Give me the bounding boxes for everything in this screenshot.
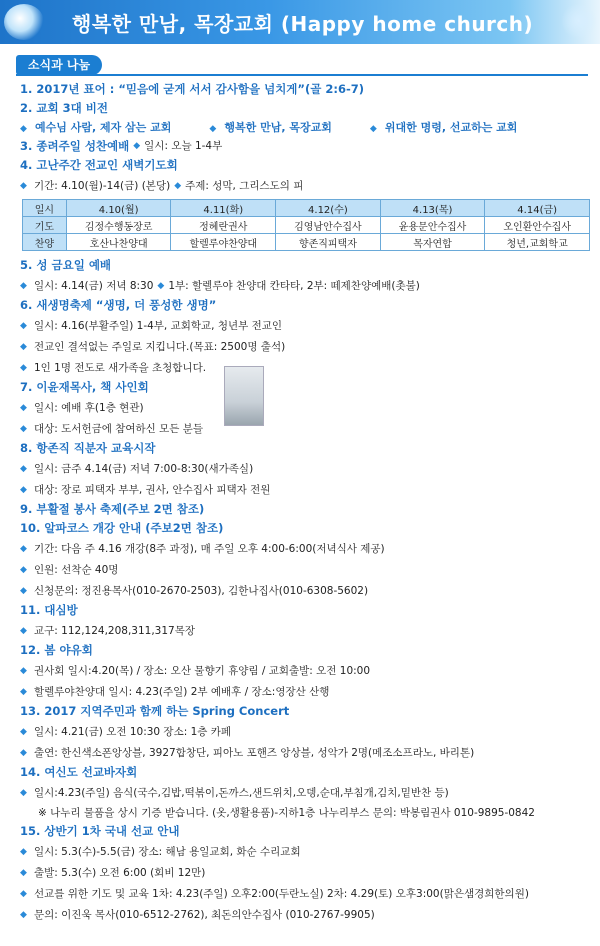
diamond-bullet-icon: ◆ (20, 748, 27, 758)
section-divider (16, 74, 588, 76)
table-cell: 김영남안수집사 (276, 217, 381, 234)
item-11-heading: 11. 대심방 (20, 603, 78, 617)
diamond-bullet-icon: ◆ (20, 281, 27, 291)
table-cell: 청년,교회학교 (485, 234, 590, 251)
decorative-blob-icon (4, 4, 44, 40)
list-item: ◆ 일시:4.23(주일) 음식(국수,김밥,떡볶이,돈까스,샌드위치,오뎅,순대,부침개,김치,밑반찬 등) (20, 787, 449, 799)
table-row (23, 217, 590, 234)
list-item: ◆ 1인 1명 전도로 새가족을 초청합니다. (20, 362, 207, 374)
list-item: ◆ 인원: 선착순 40명 (20, 564, 119, 576)
diamond-bullet-icon: ◆ (209, 124, 217, 134)
list-item: ◆ 대상: 도서헌금에 참여하신 모든 분들 (20, 423, 204, 435)
table-cell: 목자연합 (380, 234, 485, 251)
table-cell: 찬양 (23, 234, 67, 251)
diamond-bullet-icon: ◆ (20, 403, 27, 413)
diamond-bullet-icon: ◆ (20, 666, 27, 676)
diamond-bullet-icon: ◆ (20, 342, 27, 352)
list-item: ◆ 신청문의: 정진용목사(010-2670-2503), 김한나집사(010-6308-5602) (20, 585, 369, 597)
item-14-heading: 14. 여신도 선교바자회 (20, 765, 138, 779)
table-cell: 정혜란권사 (171, 217, 276, 234)
vision-item: ◆ 위대한 명령, 선교하는 교회 (369, 121, 518, 134)
table-header-row (23, 200, 590, 217)
diamond-bullet-icon: ◆ (20, 424, 27, 434)
diamond-bullet-icon: ◆ (133, 141, 141, 151)
table-cell: 윤용문안수집사 (380, 217, 485, 234)
diamond-bullet-icon: ◆ (20, 485, 27, 495)
page-title: 행복한 만남, 목장교회 (Happy home church) (72, 12, 534, 36)
diamond-bullet-icon: ◆ (20, 124, 27, 134)
item-2-heading: 2. 교회 3대 비전 (20, 101, 108, 115)
table-cell: 4.13(목) (380, 200, 485, 217)
diamond-bullet-icon: ◆ (20, 363, 27, 373)
diamond-bullet-icon: ◆ (174, 181, 182, 191)
item-7-heading: 7. 이윤재목사, 책 사인회 (20, 380, 149, 394)
list-item: ◆ 일시: 금주 4.14(금) 저녁 7:00-8:30(새가족실) (20, 463, 254, 475)
diamond-bullet-icon: ◆ (20, 464, 27, 474)
list-item: ◆ 출발: 5.3(수) 오전 6:00 (회비 12만) (20, 867, 206, 879)
table-cell: 김정수행동장로 (66, 217, 171, 234)
table-cell: 호산나찬양대 (66, 234, 171, 251)
list-item: ◆ 할렐루야찬양대 일시: 4.23(주일) 2부 예배후 / 장소:영장산 산행 (20, 686, 330, 698)
item-1-heading: 1. 2017년 표어 : “믿음에 굳게 서서 감사함을 넘치게”(골 2:6-7) (20, 82, 364, 96)
item-4-heading: 4. 고난주간 전교인 새벽기도회 (20, 158, 178, 172)
list-item: ◆ 출연: 한신색소폰앙상블, 3927합창단, 피아노 포핸즈 앙상블, 성악가 2명(메조소프라노, 바리톤) (20, 747, 475, 759)
table-cell: 향존직피택자 (276, 234, 381, 251)
item-4-detail: ◆ 기간: 4.10(월)-14(금) (본당) ◆ 주제: 성막, 그리스도의 피 (20, 180, 304, 192)
list-item: ◆ 일시: 4.16(부활주일) 1-4부, 교회학교, 청년부 전교인 (20, 320, 283, 332)
table-cell: 기도 (23, 217, 67, 234)
table-cell: 4.14(금) (485, 200, 590, 217)
vision-item: ◆ 행복한 만남, 목장교회 (209, 121, 332, 134)
diamond-bullet-icon: ◆ (20, 788, 27, 798)
list-item: ◆ 일시: 5.3(수)-5.5(금) 장소: 해남 용일교회, 화순 수리교회 (20, 846, 301, 858)
list-item: ◆ 일시: 예배 후(1층 현관) (20, 402, 144, 414)
diamond-bullet-icon: ◆ (20, 868, 27, 878)
diamond-bullet-icon: ◆ (20, 910, 27, 920)
list-item: ◆ 교구: 112,124,208,311,317목장 (20, 625, 196, 637)
item-5-detail: ◆ 일시: 4.14(금) 저녁 8:30 ◆ 1부: 할렐루야 찬양대 칸타타, 2부: 떼제찬양예배(촛불) (20, 280, 420, 292)
list-item: ◆ 전교인 결석없는 주일로 지킵니다.(목표: 2500명 출석) (20, 341, 286, 353)
table-cell: 일시 (23, 200, 67, 217)
news-list (20, 78, 590, 923)
diamond-bullet-icon: ◆ (20, 847, 27, 857)
table-cell: 4.10(월) (66, 200, 171, 217)
item-14-note: ※ 나누리 물품을 상시 기증 받습니다. (옷,생활용품)-지하1층 나누리부스 문의: 박봉림권사 010-9895-0842 (38, 807, 535, 819)
list-item: ◆ 권사회 일시:4.20(목) / 장소: 오산 물향기 휴양림 / 교회출발: 오전 10:00 (20, 665, 371, 677)
item-8-heading: 8. 항존직 직분자 교육시작 (20, 441, 156, 455)
table-cell: 4.11(화) (171, 200, 276, 217)
list-item: ◆ 문의: 이진욱 목사(010-6512-2762), 최돈의안수집사 (010-2767-9905) (20, 909, 375, 921)
diamond-bullet-icon: ◆ (157, 281, 165, 291)
item-10-heading: 10. 알파코스 개강 안내 (주보2면 참조) (20, 521, 224, 535)
diamond-bullet-icon: ◆ (20, 181, 27, 191)
item-12-heading: 12. 봄 야유회 (20, 643, 93, 657)
list-item: ◆ 선교를 위한 기도 및 교육 1차: 4.23(주일) 오후2:00(두란노실) 2차: 4.29(토) 오후3:00(맑은샘경희한의원) (20, 888, 529, 900)
diamond-bullet-icon: ◆ (20, 889, 27, 899)
diamond-bullet-icon: ◆ (20, 321, 27, 331)
list-item: ◆ 일시: 4.21(금) 오전 10:30 장소: 1층 카페 (20, 726, 232, 738)
item-15-heading: 15. 상반기 1차 국내 선교 안내 (20, 824, 180, 838)
table-cell: 4.12(수) (276, 200, 381, 217)
item-3-heading: 3. 종려주일 성찬예배 ◆ 일시: 오늘 1-4부 (20, 139, 223, 153)
list-item: ◆ 기간: 다음 주 4.16 개강(8주 과정), 매 주일 오후 4:00-6:00(저녁식사 제공) (20, 543, 385, 555)
diamond-bullet-icon: ◆ (20, 586, 27, 596)
diamond-bullet-icon: ◆ (20, 565, 27, 575)
prayer-schedule-table (22, 199, 590, 251)
decorative-blob-icon (562, 2, 596, 40)
diamond-bullet-icon: ◆ (20, 626, 27, 636)
table-cell: 오인환안수집사 (485, 217, 590, 234)
header-banner (0, 0, 600, 44)
item-6-heading: 6. 새생명축제 “생명, 더 풍성한 생명” (20, 298, 217, 312)
table-cell: 할렐루야찬양대 (171, 234, 276, 251)
item-5-heading: 5. 성 금요일 예배 (20, 258, 112, 272)
diamond-bullet-icon: ◆ (20, 687, 27, 697)
diamond-bullet-icon: ◆ (20, 727, 27, 737)
section-tab: 소식과 나눔 (16, 55, 102, 75)
diamond-bullet-icon: ◆ (20, 544, 27, 554)
item-9-heading: 9. 부활절 봉사 축제(주보 2면 참조) (20, 502, 205, 516)
item-13-heading: 13. 2017 지역주민과 함께 하는 Spring Concert (20, 704, 290, 718)
list-item: ◆ 대상: 장로 피택자 부부, 권사, 안수집사 피택자 전원 (20, 484, 271, 496)
vision-item: ◆ 예수님 사람, 제자 삼는 교회 (20, 121, 172, 134)
diamond-bullet-icon: ◆ (369, 124, 377, 134)
visions-row (20, 119, 590, 135)
table-row (23, 234, 590, 251)
